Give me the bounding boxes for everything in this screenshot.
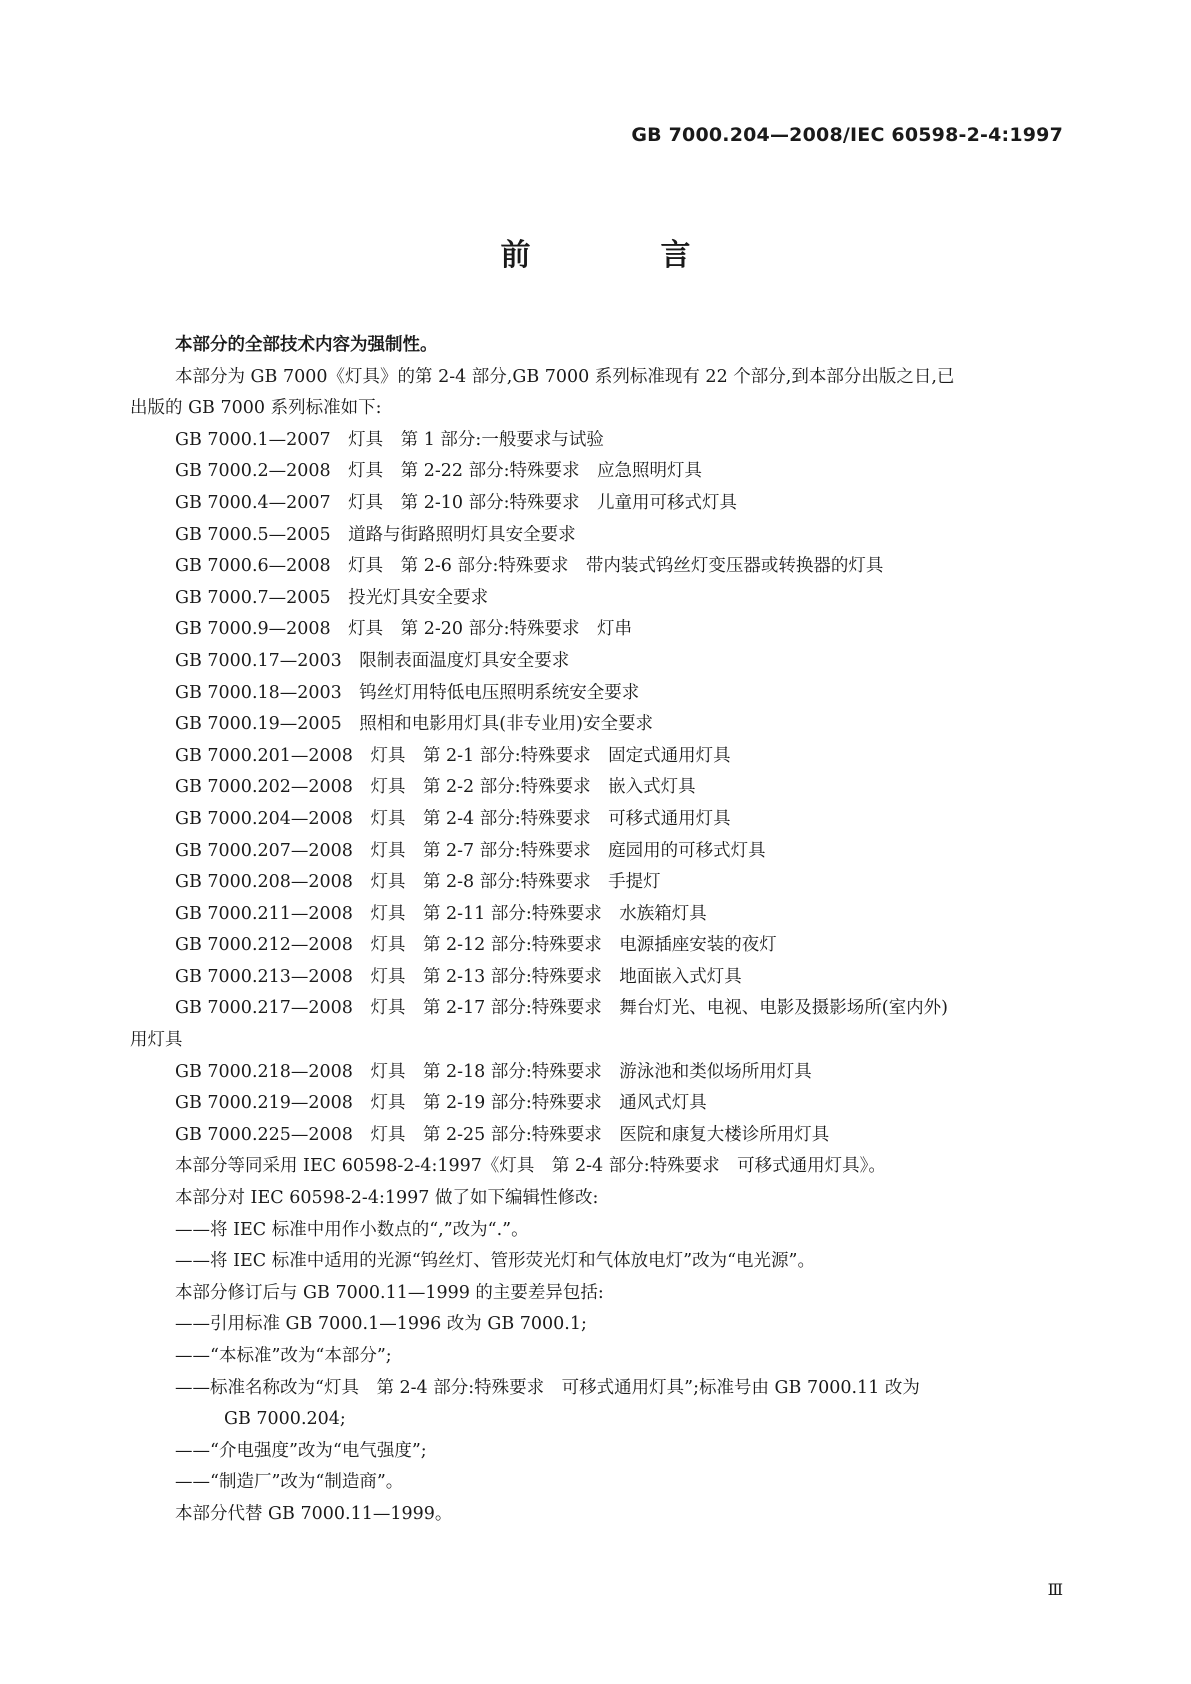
- standard-list-item-continuation: 用灯具: [130, 1030, 183, 1051]
- standard-list-item: GB 7000.212—2008 灯具 第 2-12 部分:特殊要求 电源插座安装的夜灯: [175, 935, 777, 956]
- page-number: Ⅲ: [1047, 1580, 1063, 1599]
- difference-item-continuation: GB 7000.204;: [224, 1409, 346, 1430]
- standard-list-item: GB 7000.219—2008 灯具 第 2-19 部分:特殊要求 通风式灯具: [175, 1093, 707, 1114]
- paragraph-line: 本部分等同采用 IEC 60598-2-4:1997《灯具 第 2-4 部分:特殊要求 可移式通用灯具》。: [175, 1156, 886, 1177]
- change-item: ——将 IEC 标准中用作小数点的“,”改为“.”。: [175, 1219, 529, 1240]
- paragraph-line: 本部分修订后与 GB 7000.11—1999 的主要差异包括:: [175, 1282, 604, 1303]
- difference-item: ——“介电强度”改为“电气强度”;: [175, 1440, 427, 1461]
- standard-list-item: GB 7000.213—2008 灯具 第 2-13 部分:特殊要求 地面嵌入式灯具: [175, 966, 742, 987]
- difference-item: ——标准名称改为“灯具 第 2-4 部分:特殊要求 可移式通用灯具”;标准号由 GB 7000.11 改为: [175, 1377, 920, 1398]
- standard-list-item: GB 7000.2—2008 灯具 第 2-22 部分:特殊要求 应急照明灯具: [175, 461, 703, 482]
- standard-list-item: GB 7000.217—2008 灯具 第 2-17 部分:特殊要求 舞台灯光、电视、电影及摄影场所(室内外): [175, 998, 948, 1019]
- difference-item: ——引用标准 GB 7000.1—1996 改为 GB 7000.1;: [175, 1314, 587, 1335]
- standard-list-item: GB 7000.7—2005 投光灯具安全要求: [175, 587, 489, 608]
- paragraph-line: 出版的 GB 7000 系列标准如下:: [130, 398, 382, 419]
- page-title: 前 言: [500, 238, 741, 273]
- standard-list-item: GB 7000.202—2008 灯具 第 2-2 部分:特殊要求 嵌入式灯具: [175, 777, 696, 798]
- standard-list-item: GB 7000.204—2008 灯具 第 2-4 部分:特殊要求 可移式通用灯具: [175, 808, 731, 829]
- standard-list-item: GB 7000.201—2008 灯具 第 2-1 部分:特殊要求 固定式通用灯具: [175, 745, 731, 766]
- standard-list-item: GB 7000.17—2003 限制表面温度灯具安全要求: [175, 650, 570, 671]
- standard-list-item: GB 7000.1—2007 灯具 第 1 部分:一般要求与试验: [175, 429, 604, 450]
- standard-list-item: GB 7000.5—2005 道路与街路照明灯具安全要求: [175, 524, 576, 545]
- paragraph-line: 本部分为 GB 7000《灯具》的第 2-4 部分,GB 7000 系列标准现有 22 个部分,到本部分出版之日,已: [175, 366, 955, 387]
- standard-list-item: GB 7000.9—2008 灯具 第 2-20 部分:特殊要求 灯串: [175, 619, 633, 640]
- standard-list-item: GB 7000.19—2005 照相和电影用灯具(非专业用)安全要求: [175, 714, 653, 735]
- standard-list-item: GB 7000.218—2008 灯具 第 2-18 部分:特殊要求 游泳池和类似场所用灯具: [175, 1061, 812, 1082]
- paragraph-line: 本部分对 IEC 60598-2-4:1997 做了如下编辑性修改:: [175, 1188, 599, 1209]
- standard-list-item: GB 7000.18—2003 钨丝灯用特低电压照明系统安全要求: [175, 682, 640, 703]
- standard-list-item: GB 7000.4—2007 灯具 第 2-10 部分:特殊要求 儿童用可移式灯具: [175, 492, 738, 513]
- document-body: [130, 330, 1065, 1531]
- standard-list-item: GB 7000.211—2008 灯具 第 2-11 部分:特殊要求 水族箱灯具: [175, 903, 707, 924]
- mandatory-statement: 本部分的全部技术内容为强制性。: [175, 335, 438, 355]
- change-item: ——将 IEC 标准中适用的光源“钨丝灯、管形荧光灯和气体放电灯”改为“电光源”。: [175, 1251, 815, 1272]
- standard-list-item: GB 7000.207—2008 灯具 第 2-7 部分:特殊要求 庭园用的可移式灯具: [175, 840, 766, 861]
- standard-list-item: GB 7000.6—2008 灯具 第 2-6 部分:特殊要求 带内装式钨丝灯变压器或转换器的灯具: [175, 556, 884, 577]
- standard-code-header: GB 7000.204—2008/IEC 60598-2-4:1997: [631, 124, 1063, 146]
- difference-item: ——“制造厂”改为“制造商”。: [175, 1472, 404, 1493]
- paragraph-line: 本部分代替 GB 7000.11—1999。: [175, 1503, 453, 1524]
- difference-item: ——“本标准”改为“本部分”;: [175, 1346, 392, 1366]
- standard-list-item: GB 7000.225—2008 灯具 第 2-25 部分:特殊要求 医院和康复大楼诊所用灯具: [175, 1124, 830, 1145]
- standard-list-item: GB 7000.208—2008 灯具 第 2-8 部分:特殊要求 手提灯: [175, 872, 661, 893]
